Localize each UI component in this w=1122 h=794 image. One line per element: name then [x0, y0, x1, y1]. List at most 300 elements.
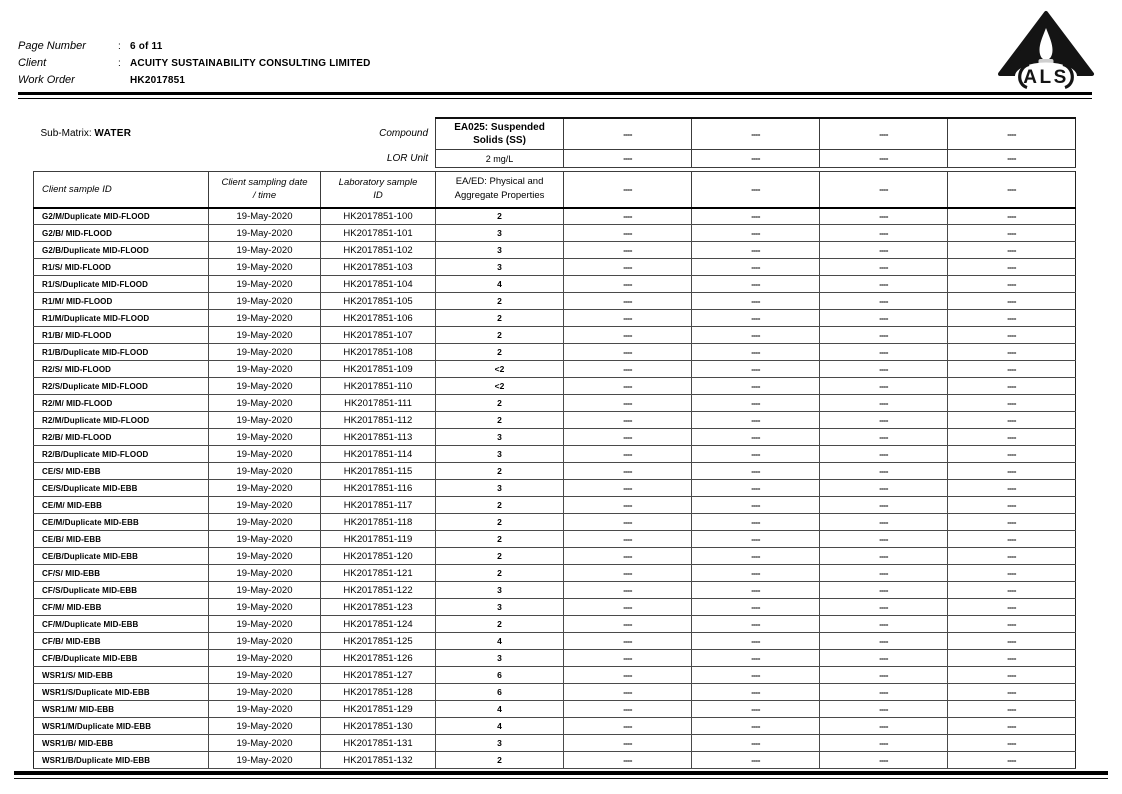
empty-result-cell: ----	[564, 667, 692, 684]
empty-result-cell: ----	[948, 480, 1076, 497]
empty-result-cell: ----	[820, 667, 948, 684]
client-sample-id-cell: R2/M/Duplicate MID-FLOOD	[34, 412, 209, 429]
lab-sample-id-cell: HK2017851-118	[321, 514, 436, 531]
lab-sample-id-cell: HK2017851-129	[321, 701, 436, 718]
client-sample-id-cell: R1/S/ MID-FLOOD	[34, 259, 209, 276]
compound-row	[34, 118, 1076, 150]
empty-result-cell: ----	[564, 429, 692, 446]
page-number-row	[18, 38, 978, 55]
empty-lor-cell: ----	[564, 150, 692, 168]
empty-result-cell: ----	[692, 242, 820, 259]
empty-result-cell: ----	[820, 497, 948, 514]
result-value-cell: 2	[436, 497, 564, 514]
empty-result-cell: ----	[820, 684, 948, 701]
empty-result-cell: ----	[564, 514, 692, 531]
client-sample-id-cell: WSR1/S/ MID-EBB	[34, 667, 209, 684]
client-sample-id-cell: CE/S/Duplicate MID-EBB	[34, 480, 209, 497]
lab-sample-id-cell: HK2017851-110	[321, 378, 436, 395]
empty-result-cell: ----	[564, 259, 692, 276]
page-number-value: 6 of 11	[130, 41, 163, 52]
table-row	[34, 225, 1076, 242]
lab-sample-id-cell: HK2017851-127	[321, 667, 436, 684]
empty-method-cell: ----	[820, 172, 948, 208]
empty-result-cell: ----	[948, 752, 1076, 769]
empty-result-cell: ----	[692, 412, 820, 429]
sub-matrix-label: Sub-Matrix:	[40, 128, 92, 140]
empty-result-cell: ----	[820, 718, 948, 735]
client-sample-id-cell: G2/M/Duplicate MID-FLOOD	[34, 208, 209, 225]
empty-lor-cell: ----	[692, 150, 820, 168]
sampling-date-cell: 19-May-2020	[209, 480, 321, 497]
table-row	[34, 616, 1076, 633]
als-logo-icon	[995, 10, 1097, 94]
lab-sample-id-cell: HK2017851-109	[321, 361, 436, 378]
sampling-date-cell: 19-May-2020	[209, 276, 321, 293]
empty-result-cell: ----	[564, 565, 692, 582]
table-row	[34, 378, 1076, 395]
empty-method-cell: ----	[692, 172, 820, 208]
sampling-date-cell: 19-May-2020	[209, 531, 321, 548]
empty-result-cell: ----	[948, 361, 1076, 378]
lab-sample-line1: Laboratory sample	[338, 177, 418, 189]
empty-result-cell: ----	[564, 463, 692, 480]
table-row	[34, 582, 1076, 599]
lab-sample-id-cell: HK2017851-120	[321, 548, 436, 565]
empty-result-cell: ----	[692, 310, 820, 327]
client-sample-id-cell: R2/S/Duplicate MID-FLOOD	[34, 378, 209, 395]
sampling-date-cell: 19-May-2020	[209, 446, 321, 463]
empty-result-cell: ----	[564, 327, 692, 344]
result-value-cell: 2	[436, 293, 564, 310]
sampling-date-cell: 19-May-2020	[209, 718, 321, 735]
client-sample-id-cell: WSR1/S/Duplicate MID-EBB	[34, 684, 209, 701]
empty-result-cell: ----	[820, 395, 948, 412]
client-sample-id-cell: G2/B/Duplicate MID-FLOOD	[34, 242, 209, 259]
sampling-date-cell: 19-May-2020	[209, 497, 321, 514]
empty-result-cell: ----	[948, 378, 1076, 395]
empty-result-cell: ----	[948, 531, 1076, 548]
table-row	[34, 480, 1076, 497]
sampling-date-cell: 19-May-2020	[209, 463, 321, 480]
client-sample-id-cell: WSR1/M/ MID-EBB	[34, 701, 209, 718]
sampling-date-cell: 19-May-2020	[209, 684, 321, 701]
empty-result-cell: ----	[692, 293, 820, 310]
result-value-cell: <2	[436, 378, 564, 395]
empty-analyte-cell: ----	[820, 118, 948, 150]
result-value-cell: 4	[436, 633, 564, 650]
empty-result-cell: ----	[692, 735, 820, 752]
result-value-cell: 3	[436, 599, 564, 616]
lor-row-lead	[34, 150, 436, 168]
empty-result-cell: ----	[692, 344, 820, 361]
empty-result-cell: ----	[948, 514, 1076, 531]
sampling-date-cell: 19-May-2020	[209, 242, 321, 259]
table-row	[34, 310, 1076, 327]
result-value-cell: 2	[436, 548, 564, 565]
result-value-cell: 3	[436, 650, 564, 667]
empty-result-cell: ----	[948, 225, 1076, 242]
sampling-date-cell: 19-May-2020	[209, 667, 321, 684]
separator-colon: :	[118, 41, 121, 52]
sampling-date-cell: 19-May-2020	[209, 344, 321, 361]
result-value-cell: 3	[436, 480, 564, 497]
empty-result-cell: ----	[820, 616, 948, 633]
sampling-date-cell: 19-May-2020	[209, 412, 321, 429]
table-row	[34, 650, 1076, 667]
result-value-cell: 3	[436, 735, 564, 752]
empty-result-cell: ----	[692, 259, 820, 276]
empty-result-cell: ----	[820, 752, 948, 769]
lab-sample-id-cell: HK2017851-117	[321, 497, 436, 514]
client-sample-id-cell: CE/S/ MID-EBB	[34, 463, 209, 480]
client-sample-id-cell: R1/S/Duplicate MID-FLOOD	[34, 276, 209, 293]
empty-result-cell: ----	[820, 446, 948, 463]
lab-sample-id-cell: HK2017851-112	[321, 412, 436, 429]
page-header	[18, 38, 978, 89]
empty-result-cell: ----	[820, 344, 948, 361]
empty-result-cell: ----	[564, 701, 692, 718]
empty-result-cell: ----	[948, 650, 1076, 667]
empty-result-cell: ----	[948, 310, 1076, 327]
empty-result-cell: ----	[564, 735, 692, 752]
empty-result-cell: ----	[692, 395, 820, 412]
sampling-date-cell: 19-May-2020	[209, 650, 321, 667]
empty-result-cell: ----	[820, 633, 948, 650]
column-header-row	[34, 172, 1076, 208]
empty-result-cell: ----	[820, 293, 948, 310]
lab-sample-id-cell: HK2017851-101	[321, 225, 436, 242]
compound-label: Compound	[379, 128, 429, 140]
sampling-date-cell: 19-May-2020	[209, 752, 321, 769]
result-value-cell: 2	[436, 565, 564, 582]
table-row	[34, 344, 1076, 361]
lab-sample-id-cell: HK2017851-122	[321, 582, 436, 599]
result-value-cell: 3	[436, 242, 564, 259]
result-value-cell: 3	[436, 446, 564, 463]
work-order-row	[18, 72, 978, 89]
sampling-date-line1: Client sampling date	[221, 177, 308, 189]
sampling-date-cell: 19-May-2020	[209, 701, 321, 718]
sub-matrix	[41, 128, 132, 139]
empty-result-cell: ----	[820, 701, 948, 718]
table-row	[34, 718, 1076, 735]
result-value-cell: 4	[436, 701, 564, 718]
empty-result-cell: ----	[564, 633, 692, 650]
client-sample-id-cell: R2/M/ MID-FLOOD	[34, 395, 209, 412]
empty-result-cell: ----	[564, 293, 692, 310]
result-value-cell: 2	[436, 395, 564, 412]
empty-result-cell: ----	[692, 208, 820, 225]
empty-result-cell: ----	[692, 225, 820, 242]
result-value-cell: 3	[436, 225, 564, 242]
empty-result-cell: ----	[948, 616, 1076, 633]
footer-divider-rule	[14, 771, 1108, 779]
lab-sample-id-cell: HK2017851-131	[321, 735, 436, 752]
empty-result-cell: ----	[948, 463, 1076, 480]
table-row	[34, 395, 1076, 412]
empty-result-cell: ----	[948, 633, 1076, 650]
empty-result-cell: ----	[820, 514, 948, 531]
empty-result-cell: ----	[820, 735, 948, 752]
table-row	[34, 242, 1076, 259]
empty-result-cell: ----	[692, 548, 820, 565]
empty-result-cell: ----	[948, 327, 1076, 344]
result-value-cell: 2	[436, 514, 564, 531]
empty-result-cell: ----	[820, 327, 948, 344]
lab-sample-id-cell: HK2017851-132	[321, 752, 436, 769]
lab-sample-id-cell: HK2017851-106	[321, 310, 436, 327]
empty-result-cell: ----	[564, 378, 692, 395]
empty-result-cell: ----	[564, 446, 692, 463]
client-sample-id-cell: CF/M/ MID-EBB	[34, 599, 209, 616]
empty-result-cell: ----	[564, 718, 692, 735]
table-row	[34, 463, 1076, 480]
empty-result-cell: ----	[564, 752, 692, 769]
client-sample-id-cell: R2/B/ MID-FLOOD	[34, 429, 209, 446]
lab-sample-id-cell: HK2017851-130	[321, 718, 436, 735]
client-sample-id-cell: R1/M/ MID-FLOOD	[34, 293, 209, 310]
separator-colon: :	[118, 58, 121, 69]
client-sample-id-cell: WSR1/B/Duplicate MID-EBB	[34, 752, 209, 769]
sampling-date-cell: 19-May-2020	[209, 582, 321, 599]
empty-result-cell: ----	[692, 565, 820, 582]
result-value-cell: 3	[436, 259, 564, 276]
lab-sample-id-cell: HK2017851-107	[321, 327, 436, 344]
empty-analyte-cell: ----	[948, 118, 1076, 150]
lab-sample-id-cell: HK2017851-111	[321, 395, 436, 412]
client-sample-id-cell: CF/S/ MID-EBB	[34, 565, 209, 582]
lab-sample-id-cell: HK2017851-116	[321, 480, 436, 497]
empty-result-cell: ----	[692, 361, 820, 378]
client-sample-id-cell: CE/B/ MID-EBB	[34, 531, 209, 548]
empty-result-cell: ----	[564, 548, 692, 565]
table-row	[34, 429, 1076, 446]
lab-sample-id-cell: HK2017851-123	[321, 599, 436, 616]
table-row	[34, 293, 1076, 310]
empty-result-cell: ----	[692, 480, 820, 497]
table-row	[34, 633, 1076, 650]
empty-result-cell: ----	[692, 667, 820, 684]
compound-row-lead	[34, 118, 436, 150]
col-header-client-sample-id: Client sample ID	[34, 172, 209, 208]
empty-result-cell: ----	[564, 242, 692, 259]
empty-result-cell: ----	[692, 276, 820, 293]
empty-result-cell: ----	[948, 701, 1076, 718]
sub-matrix-value: WATER	[94, 128, 132, 140]
empty-lor-cell: ----	[820, 150, 948, 168]
client-sample-id-cell: R1/B/Duplicate MID-FLOOD	[34, 344, 209, 361]
empty-analyte-cell: ----	[564, 118, 692, 150]
lab-sample-id-cell: HK2017851-115	[321, 463, 436, 480]
empty-result-cell: ----	[692, 327, 820, 344]
result-value-cell: 2	[436, 531, 564, 548]
empty-result-cell: ----	[948, 735, 1076, 752]
sampling-date-cell: 19-May-2020	[209, 327, 321, 344]
table-row	[34, 361, 1076, 378]
sampling-date-cell: 19-May-2020	[209, 565, 321, 582]
empty-result-cell: ----	[564, 395, 692, 412]
client-sample-id-cell: CF/B/ MID-EBB	[34, 633, 209, 650]
results-table	[33, 117, 1076, 769]
sampling-date-cell: 19-May-2020	[209, 548, 321, 565]
sampling-date-cell: 19-May-2020	[209, 735, 321, 752]
sampling-date-cell: 19-May-2020	[209, 378, 321, 395]
client-sample-id-cell: R1/B/ MID-FLOOD	[34, 327, 209, 344]
table-row	[34, 259, 1076, 276]
empty-result-cell: ----	[820, 463, 948, 480]
empty-result-cell: ----	[820, 361, 948, 378]
table-row	[34, 684, 1076, 701]
client-sample-id-cell: WSR1/M/Duplicate MID-EBB	[34, 718, 209, 735]
empty-result-cell: ----	[692, 718, 820, 735]
sampling-date-cell: 19-May-2020	[209, 259, 321, 276]
empty-result-cell: ----	[948, 344, 1076, 361]
lor-unit-label: LOR Unit	[386, 153, 429, 164]
lor-value-cell: 2 mg/L	[436, 150, 564, 168]
table-row	[34, 548, 1076, 565]
lab-sample-id-cell: HK2017851-100	[321, 208, 436, 225]
empty-method-cell: ----	[948, 172, 1076, 208]
table-row	[34, 565, 1076, 582]
lab-sample-id-cell: HK2017851-119	[321, 531, 436, 548]
empty-result-cell: ----	[948, 293, 1076, 310]
empty-result-cell: ----	[948, 412, 1076, 429]
empty-result-cell: ----	[564, 497, 692, 514]
empty-result-cell: ----	[948, 599, 1076, 616]
result-value-cell: 2	[436, 752, 564, 769]
lab-sample-id-cell: HK2017851-124	[321, 616, 436, 633]
table-row	[34, 514, 1076, 531]
empty-result-cell: ----	[692, 599, 820, 616]
client-value: ACUITY SUSTAINABILITY CONSULTING LIMITED	[130, 58, 371, 69]
empty-result-cell: ----	[820, 242, 948, 259]
sampling-date-cell: 19-May-2020	[209, 633, 321, 650]
lab-sample-id-cell: HK2017851-104	[321, 276, 436, 293]
empty-result-cell: ----	[692, 446, 820, 463]
table-row	[34, 208, 1076, 225]
sampling-date-cell: 19-May-2020	[209, 616, 321, 633]
client-sample-id-cell: CE/B/Duplicate MID-EBB	[34, 548, 209, 565]
client-sample-id-cell: R2/S/ MID-FLOOD	[34, 361, 209, 378]
lab-sample-line2: ID	[373, 190, 383, 202]
result-value-cell: 2	[436, 344, 564, 361]
empty-result-cell: ----	[948, 395, 1076, 412]
result-value-cell: 3	[436, 429, 564, 446]
work-order-label: Work Order	[18, 74, 75, 86]
table-row	[34, 276, 1076, 293]
lab-sample-id-cell: HK2017851-125	[321, 633, 436, 650]
lab-sample-id-cell: HK2017851-126	[321, 650, 436, 667]
empty-result-cell: ----	[820, 548, 948, 565]
empty-result-cell: ----	[948, 429, 1076, 446]
empty-result-cell: ----	[820, 565, 948, 582]
empty-result-cell: ----	[564, 582, 692, 599]
empty-result-cell: ----	[692, 497, 820, 514]
table-row	[34, 735, 1076, 752]
empty-lor-cell: ----	[948, 150, 1076, 168]
lab-sample-id-cell: HK2017851-102	[321, 242, 436, 259]
table-row	[34, 327, 1076, 344]
sampling-date-cell: 19-May-2020	[209, 514, 321, 531]
empty-result-cell: ----	[948, 276, 1076, 293]
result-value-cell: 2	[436, 327, 564, 344]
results-body	[34, 208, 1076, 769]
empty-result-cell: ----	[564, 310, 692, 327]
empty-result-cell: ----	[820, 310, 948, 327]
sampling-date-cell: 19-May-2020	[209, 208, 321, 225]
empty-result-cell: ----	[692, 633, 820, 650]
empty-result-cell: ----	[820, 259, 948, 276]
lab-sample-id-cell: HK2017851-121	[321, 565, 436, 582]
empty-result-cell: ----	[564, 276, 692, 293]
empty-result-cell: ----	[820, 225, 948, 242]
client-sample-id-cell: CF/B/Duplicate MID-EBB	[34, 650, 209, 667]
client-sample-id-cell: G2/B/ MID-FLOOD	[34, 225, 209, 242]
client-sample-id-cell: WSR1/B/ MID-EBB	[34, 735, 209, 752]
results-table-wrap	[33, 117, 1076, 769]
sampling-date-cell: 19-May-2020	[209, 310, 321, 327]
client-row	[18, 55, 978, 72]
client-sample-id-cell: R2/B/Duplicate MID-FLOOD	[34, 446, 209, 463]
empty-result-cell: ----	[948, 684, 1076, 701]
result-value-cell: 2	[436, 412, 564, 429]
sampling-date-cell: 19-May-2020	[209, 429, 321, 446]
empty-result-cell: ----	[692, 378, 820, 395]
svg-text:ALS: ALS	[1023, 67, 1069, 88]
sampling-date-line2: / time	[252, 190, 277, 202]
empty-result-cell: ----	[692, 429, 820, 446]
empty-result-cell: ----	[564, 208, 692, 225]
empty-result-cell: ----	[820, 378, 948, 395]
empty-result-cell: ----	[948, 718, 1076, 735]
empty-result-cell: ----	[820, 429, 948, 446]
col-header-sampling-date	[209, 172, 321, 208]
empty-result-cell: ----	[692, 650, 820, 667]
client-sample-id-cell: CE/M/Duplicate MID-EBB	[34, 514, 209, 531]
table-row	[34, 752, 1076, 769]
empty-result-cell: ----	[820, 582, 948, 599]
empty-result-cell: ----	[564, 361, 692, 378]
empty-result-cell: ----	[948, 446, 1076, 463]
empty-result-cell: ----	[564, 684, 692, 701]
sampling-date-cell: 19-May-2020	[209, 361, 321, 378]
sampling-date-cell: 19-May-2020	[209, 293, 321, 310]
empty-result-cell: ----	[692, 463, 820, 480]
empty-result-cell: ----	[820, 599, 948, 616]
table-row	[34, 667, 1076, 684]
page-number-label: Page Number	[18, 40, 86, 52]
empty-result-cell: ----	[564, 616, 692, 633]
empty-result-cell: ----	[948, 667, 1076, 684]
empty-result-cell: ----	[948, 259, 1076, 276]
empty-result-cell: ----	[564, 225, 692, 242]
empty-result-cell: ----	[564, 531, 692, 548]
result-value-cell: 2	[436, 310, 564, 327]
empty-result-cell: ----	[692, 752, 820, 769]
lab-sample-id-cell: HK2017851-103	[321, 259, 436, 276]
empty-result-cell: ----	[692, 684, 820, 701]
lab-sample-id-cell: HK2017851-108	[321, 344, 436, 361]
sampling-date-cell: 19-May-2020	[209, 599, 321, 616]
result-value-cell: 6	[436, 684, 564, 701]
lab-sample-id-cell: HK2017851-105	[321, 293, 436, 310]
result-value-cell: <2	[436, 361, 564, 378]
empty-result-cell: ----	[948, 242, 1076, 259]
table-row	[34, 599, 1076, 616]
empty-result-cell: ----	[564, 412, 692, 429]
result-value-cell: 4	[436, 276, 564, 293]
lab-sample-id-cell: HK2017851-113	[321, 429, 436, 446]
